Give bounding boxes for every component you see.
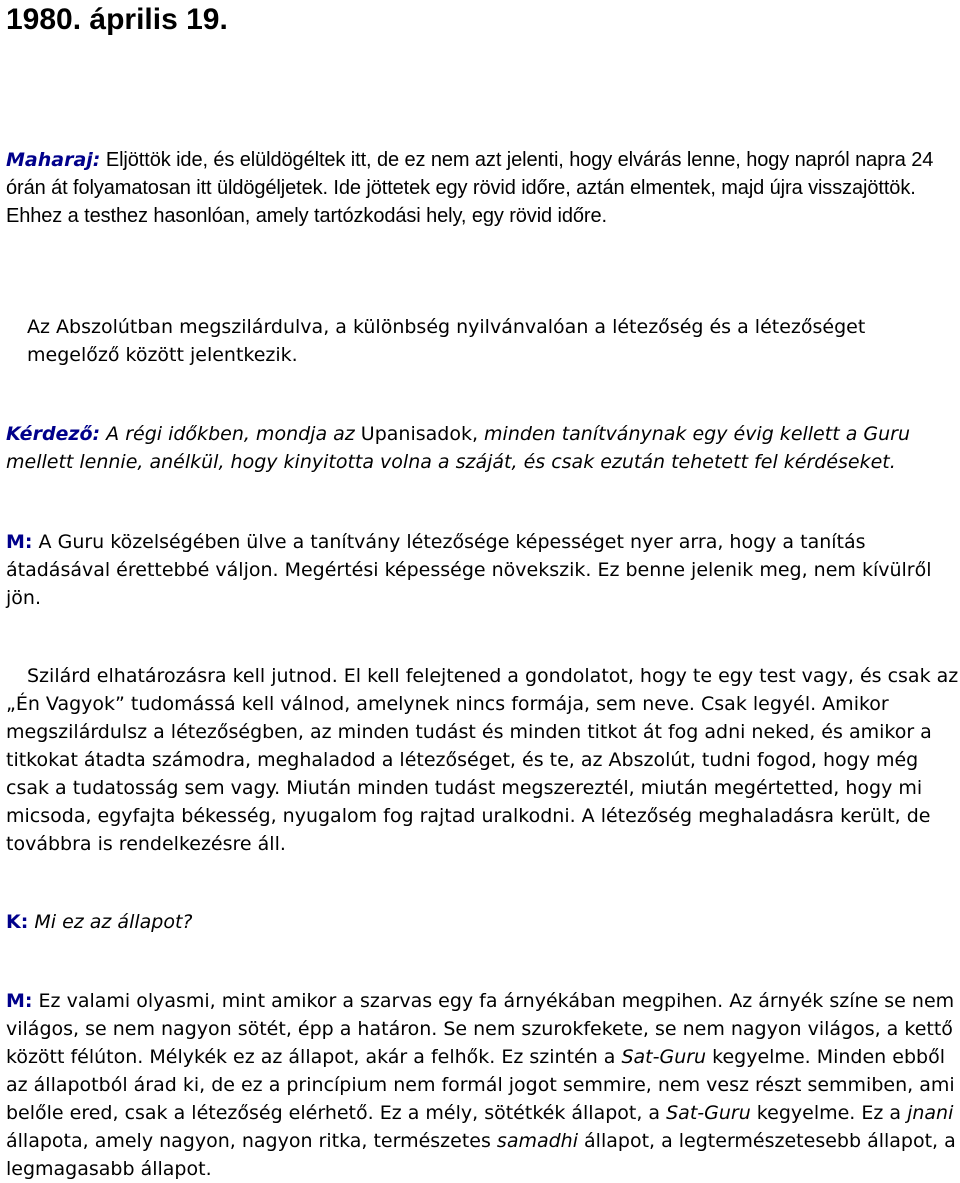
paragraph-maharaj-intro [6, 146, 960, 230]
paragraph-text: Szilárd elhatározásra kell jutnod. El kell felejtened a gondolatot, hogy te egy test vagy, és csak az „Én Vagyok” tudomássá kell válnod, amelynek nincs formája, sem neve. Csak legyél. Amikor megszilárdulsz a létezőségben, az minden tudást és minden titkot át fog adni neked, és amikor a titkokat átadta számodra, meghaladod a létezőséget, és te, az Abszolút, tudni fogod, hogy még csak a tudatosság sem vagy. Miután minden tudást megszereztél, miután megértetted, hogy mi micsoda, egyfajta békesség, nyugalom fog rajtad uralkodni. A létezőség meghaladásra került, de továbbra is rendelkezésre áll. [6, 665, 959, 855]
paragraph-question-upanisad [6, 420, 960, 476]
answer-term-samadhi: samadhi [496, 1130, 578, 1152]
question-text-b: Upanisadok, [354, 423, 478, 445]
paragraph-firm-conviction [6, 662, 960, 858]
answer-text-g: állapota, amely nagyon, nagyon ritka, természetes [6, 1130, 497, 1152]
paragraph-maharaj-deer-shade [6, 987, 960, 1183]
paragraph-absolute: Az Abszolútban megszilárdulva, a különbség nyilvánvalóan a létezőség és a létezőséget megelőző között jelentkezik. [27, 316, 866, 366]
answer-term-jnani: jnani [907, 1102, 954, 1124]
answer-text-e: kegyelme. Ez a [750, 1102, 908, 1124]
speaker-label: Kérdező: [6, 423, 101, 445]
question-text-c: minden tanítványnak egy évig kellett a Guru mellett lennie, anélkül, hogy kinyitotta volna a száját, és csak ezután tehetett fel kérdéseket. [6, 423, 910, 473]
answer-text-i: állapot, a legtermészetesebb állapot, a legmagasabb állapot. [6, 1130, 956, 1180]
paragraph-text: Eljöttök ide, és elüldögéltek itt, de ez nem azt jelenti, hogy elvárás lenne, hogy napról napra 24 órán át folyamatosan itt üldögéljetek. Ide jöttetek egy rövid időre, aztán elmentek, majd újra visszajöttök. Ehhez a testhez hasonlóan, amely tartózkodási hely, egy rövid időre. [6, 149, 934, 227]
paragraph-question-state [6, 908, 960, 936]
question-text-a: A régi időkben, mondja az [100, 423, 355, 445]
answer-text-c: kegyelme. Minden ebből az állapotból árad ki, de ez a princípium nem formál jogot semmire, nem vesz részt semmiben, ami belőle ered, csak a létezőség elérhető. Ez a mély, sötétkék állapot, a [6, 1046, 955, 1124]
answer-term-sat-guru: Sat-Guru [666, 1102, 751, 1124]
speaker-label: Maharaj: [6, 149, 101, 171]
answer-text-a: Ez valami olyasmi, mint amikor a szarvas egy fa árnyékában megpihen. Az árnyék színe se nem világos, se nem nagyon sötét, épp a határon. Se nem szurokfekete, se nem nagyon világos, a kettő között félúton. Mélykék ez az állapot, akár a felhők. Ez szintén a [6, 990, 955, 1068]
paragraph-maharaj-guru-proximity [6, 528, 960, 612]
question-text: Mi ez az állapot? [28, 911, 193, 933]
speaker-label: M: [6, 531, 33, 553]
speaker-label: M: [6, 990, 33, 1012]
answer-term-sat-guru: Sat-Guru [621, 1046, 707, 1068]
page-title: 1980. április 19. [6, 3, 228, 36]
speaker-label: K: [6, 911, 29, 933]
paragraph-text: A Guru közelségében ülve a tanítvány létezősége képességet nyer arra, hogy a tanítás átadásával érettebbé váljon. Megértési képessége növekszik. Ez benne jelenik meg, nem kívülről jön. [6, 531, 932, 609]
